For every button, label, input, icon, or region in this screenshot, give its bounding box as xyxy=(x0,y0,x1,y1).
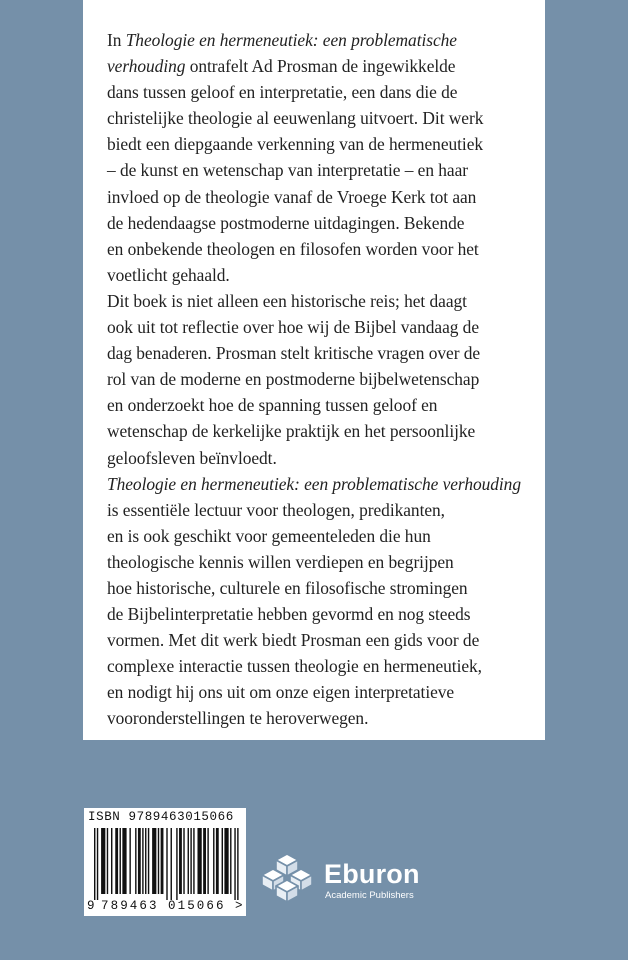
blurb-text: dag benaderen. Prosman stelt kritische vragen over de xyxy=(107,343,481,364)
barcode-bar xyxy=(179,828,182,894)
barcode-bar xyxy=(190,828,191,894)
barcode-bar xyxy=(234,828,235,900)
blurb-panel xyxy=(83,0,545,740)
barcode-bar xyxy=(176,828,177,900)
barcode-bar xyxy=(213,828,214,894)
barcode-bar xyxy=(237,828,238,900)
barcode-bar xyxy=(120,828,121,894)
blurb-line xyxy=(107,210,545,236)
blurb-text: christelijke theologie al eeuwenlang uitvoert. Dit werk xyxy=(107,108,484,129)
blurb-text: ontrafelt Ad Prosman de ingewikkelde xyxy=(185,56,456,77)
blurb-line xyxy=(107,705,545,731)
blurb-line xyxy=(107,418,545,444)
barcode-bar xyxy=(224,828,228,894)
blurb-text: theologische kennis willen verdiepen en begrijpen xyxy=(107,551,454,572)
blurb-text: vormen. Met dit werk biedt Prosman een gids voor de xyxy=(107,630,480,651)
barcode-bar xyxy=(152,828,156,894)
blurb-line xyxy=(107,366,545,392)
blurb-line xyxy=(107,575,545,601)
blurb-text: en onderzoekt hoe de spanning tussen geloof en xyxy=(107,395,438,416)
blurb-line xyxy=(107,549,545,575)
barcode-bar xyxy=(111,828,112,894)
book-description xyxy=(107,27,545,732)
blurb-text: biedt een diepgaande verkenning van de hermeneutiek xyxy=(107,134,484,155)
blurb-line xyxy=(107,679,545,705)
barcode-bar xyxy=(203,828,206,894)
blurb-text: en onbekende theologen en filosofen worden voor het xyxy=(107,238,479,259)
blurb-line xyxy=(107,236,545,262)
barcode-bar xyxy=(161,828,164,894)
isbn-digit-prefix: 9 xyxy=(87,899,95,913)
isbn-quiet-zone-marker: > xyxy=(235,899,243,913)
blurb-text: geloofsleven beïnvloedt. xyxy=(107,447,277,468)
blurb-text: invloed op de theologie vanaf de Vroege Kerk tot aan xyxy=(107,186,477,207)
barcode-bar xyxy=(193,828,194,894)
blurb-line xyxy=(107,27,545,53)
barcode-bar xyxy=(148,828,149,894)
blurb-line xyxy=(107,392,545,418)
barcode-bar xyxy=(207,828,208,894)
barcode-bar xyxy=(101,828,105,894)
blurb-text: voetlicht gehaald. xyxy=(107,264,230,285)
blurb-line xyxy=(107,471,545,497)
barcode-bar xyxy=(122,828,126,894)
publisher-name: Eburon xyxy=(324,859,420,889)
barcode-bar xyxy=(145,828,146,894)
publisher-logo xyxy=(258,852,458,912)
blurb-line xyxy=(107,445,545,471)
blurb-line xyxy=(107,497,545,523)
barcode-bar xyxy=(216,828,219,894)
barcode-bar xyxy=(188,828,189,894)
barcode-bar xyxy=(230,828,231,894)
blurb-line xyxy=(107,184,545,210)
blurb-text: hoe historische, culturele en filosofische stromingen xyxy=(107,577,468,598)
barcode-bar xyxy=(135,828,136,894)
blurb-line xyxy=(107,627,545,653)
barcode-bar xyxy=(129,828,130,894)
barcode-bars xyxy=(94,828,240,900)
book-title-italic: Theologie en hermeneutiek: een problematische verhouding xyxy=(107,473,521,494)
barcode-bar xyxy=(115,828,118,894)
blurb-text: en is ook geschikt voor gemeenteleden die hun xyxy=(107,525,431,546)
isbn-label: ISBN 9789463015066 xyxy=(88,810,234,824)
blurb-line xyxy=(107,105,545,131)
book-title-italic: Theologie en hermeneutiek: een problematische xyxy=(125,30,457,50)
blurb-line xyxy=(107,131,545,157)
blurb-text: ook uit tot reflectie over hoe wij de Bijbel vandaag de xyxy=(107,317,479,338)
blurb-text: vooronderstellingen te heroverwegen. xyxy=(107,708,369,729)
blurb-line xyxy=(107,314,545,340)
blurb-text: rol van de moderne en postmoderne bijbelwetenschap xyxy=(107,369,480,390)
blurb-text: is essentiële lectuur voor theologen, predikanten, xyxy=(107,499,445,520)
barcode-bar xyxy=(94,828,95,900)
blurb-line xyxy=(107,601,545,627)
blurb-line xyxy=(107,53,545,79)
isbn-barcode xyxy=(84,808,246,916)
barcode-bar xyxy=(183,828,184,894)
barcode-bar xyxy=(138,828,141,894)
blurb-line xyxy=(107,262,545,288)
blurb-line xyxy=(107,79,545,105)
isbn-digit-group-right: 015066 xyxy=(168,899,226,913)
isbn-digit-group-left: 789463 xyxy=(101,899,159,913)
book-title-italic: verhouding xyxy=(107,56,186,77)
barcode-bar xyxy=(107,828,108,894)
blurb-text: de hedendaagse postmoderne uitdagingen. Bekende xyxy=(107,212,465,233)
blurb-text: en nodigt hij ons uit om onze eigen interpretatieve xyxy=(107,682,455,703)
blurb-text: complexe interactie tussen theologie en hermeneutiek, xyxy=(107,656,482,677)
stacked-cubes-icon xyxy=(258,852,316,904)
barcode-bar xyxy=(166,828,167,900)
barcode-bar xyxy=(158,828,159,894)
blurb-line xyxy=(107,653,545,679)
blurb-text: Dit boek is niet alleen een historische reis; het daagt xyxy=(107,290,467,311)
blurb-line xyxy=(107,340,545,366)
blurb-line xyxy=(107,288,545,314)
barcode-bar xyxy=(197,828,201,894)
blurb-text: In xyxy=(107,30,126,50)
blurb-text: wetenschap de kerkelijke praktijk en het persoonlijke xyxy=(107,421,476,442)
blurb-line xyxy=(107,523,545,549)
barcode-bar xyxy=(97,828,98,900)
publisher-subtitle: Academic Publishers xyxy=(325,890,414,901)
blurb-text: de Bijbelinterpretatie hebben gevormd en nog steeds xyxy=(107,604,471,625)
blurb-text: dans tussen geloof en interpretatie, een dans die de xyxy=(107,82,458,103)
blurb-text: – de kunst en wetenschap van interpretatie – en haar xyxy=(107,160,469,181)
barcode-bar xyxy=(222,828,223,894)
barcode-bar xyxy=(142,828,143,894)
blurb-line xyxy=(107,157,545,183)
barcode-bar xyxy=(171,828,172,900)
